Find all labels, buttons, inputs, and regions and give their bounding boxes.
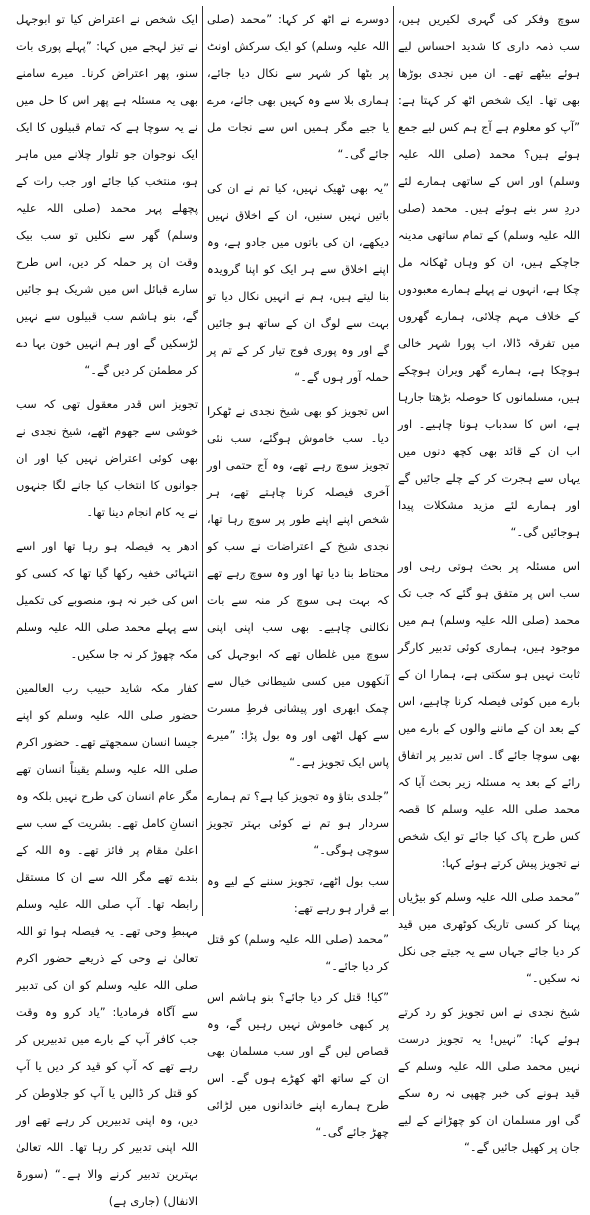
paragraph: دوسرے نے اٹھ کر کہا: ”محمد (صلی اللہ علیہ وسلم) کو ایک سرکش اونٹ پر بٹھا کر شہر سے نکال دیا جائے، ہماری بلا سے وہ کہیں بھی جائے، مرے یا جیے مگر ہمیں اس سے نجات مل جائے گی۔“ xyxy=(207,12,389,161)
paragraph: ”محمد صلی اللہ علیہ وسلم کو بیڑیاں پہنا کر کسی تاریک کوٹھری میں قید کر دیا جائے جہاں سے یہ جیتے جی نکل نہ سکیں۔“ xyxy=(398,890,580,985)
column-left xyxy=(12,6,202,1208)
paragraph: شیخ نجدی نے اس تجویز کو رد کرتے ہوئے کہا: ”نہیں! یہ تجویز درست نہیں محمد صلی اللہ علیہ وسلم کے قید ہونے کی خبر چھپی نہ رہ سکے گی اور مسلمان ان کو چھڑانے کے لیے جان پر کھیل جائیں گے۔“ xyxy=(398,1005,580,1154)
paragraph: ”کیا! قتل کر دیا جائے؟ بنو ہاشم اس پر کبھی خاموش نہیں رہیں گے، وہ قصاص لیں گے اور سب مسلمان بھی ان کے ساتھ اٹھ کھڑے ہوں گے۔ اس طرح ہمارے اپنے خاندانوں میں لڑائی چھڑ جائے گی۔“ xyxy=(207,990,389,1139)
paragraph: سب بول اٹھے، تجویز سننے کے لیے وہ بے قرار ہو رہے تھے: xyxy=(207,874,389,915)
paragraph: ”محمد (صلی اللہ علیہ وسلم) کو قتل کر دیا جائے۔“ xyxy=(207,932,389,973)
paragraph: سوچ وفکر کی گہری لکیریں ہیں، سب ذمہ داری کا شدید احساس لیے ہوئے بیٹھے تھے۔ ان میں نجدی بوڑھا بھی تھا۔ ایک شخص اٹھ کر کہتا ہے: ”آپ کو معلوم ہے آج ہم کس لیے جمع ہوئے ہیں؟ محمد (صلی اللہ علیہ وسلم) اور اس کے ساتھی ہمارے لئے دردِ سر بنے ہوئے ہیں۔ محمد (صلی اللہ علیہ وسلم) کے تمام ساتھی مدینہ جاچکے ہیں، ان کو وہاں ٹھکانہ مل چکا ہے، انہوں نے پہلے ہمارے معبودوں کے خلاف مہم چلائی، ہمارے گھروں میں تفرقہ ڈالا، اب پورا شہر خالی ہوچکا ہے، ہمارے گھر ویران ہوچکے ہیں، مسلمانوں کا حوصلہ بڑھتا جارہا ہے، اس کا سدباب ہونا چاہیے۔ اور اب ان کے قائد بھی کچھ دنوں میں یہاں سے ہجرت کر کے چلے جائیں گے اور ہمارے لئے مزید مشکلات پیدا ہوجائیں گی۔“ xyxy=(398,12,580,539)
paragraph: ”یہ بھی ٹھیک نہیں، کیا تم نے ان کی باتیں نہیں سنیں، ان کے اخلاق نہیں دیکھے، ان کی باتوں میں جادو ہے، وہ اپنے اخلاق سے ہر ایک کو اپنا گرویدہ بنا لیتے ہیں، ہم نے انہیں نکال دیا تو بہت سے لوگ ان کے ساتھ ہو جائیں گے اور وہ پوری فوج تیار کر کے تم پر حملہ آور ہوں گے۔“ xyxy=(207,181,389,384)
paragraph: اس مسئلہ پر بحث ہوتی رہی اور سب اس پر متفق ہو گئے کہ جب تک محمد (صلی اللہ علیہ وسلم) ہم میں موجود ہیں، ہماری کوئی تدبیر کارگر ثابت نہیں ہو سکتی ہے، ہمارا ان کے بارے میں کوئی فیصلہ کرنا چاہیے، اس کے بعد ان کے ماننے والوں کے بارے میں بھی سوچا جائے گا۔ اس تدبیر پر اتفاق رائے کے بعد یہ مسئلہ زیر بحث آیا کہ محمد صلی اللہ علیہ وسلم کا قصہ کس طرح پاک کیا جائے تو ایک شخص نے تجویز پیش کرتے ہوئے کہا: xyxy=(398,559,580,870)
paragraph: کفار مکہ شاید حبیب رب العالمین حضور صلی اللہ علیہ وسلم کو اپنے جیسا انسان سمجھتے تھے۔ حضور اکرم صلی اللہ علیہ وسلم یقیناً انسان تھے مگر عام انسان کی طرح نہیں بلکہ وہ انسانِ کامل تھے۔ بشریت کے سب سے اعلیٰ مقام پر فائز تھے۔ وہ اللہ کے بندے تھے مگر اللہ سے ان کا مستقل رابطہ تھا۔ آپ صلی اللہ علیہ وسلم مہبطِ وحی تھے۔ یہ فیصلہ ہوا تو اللہ تعالیٰ نے وحی کے ذریعے حضور اکرم صلی اللہ علیہ وسلم کو ان کی تدبیر سے آگاہ فرمادیا: ”یاد کرو وہ وقت جب کافر آپ کے بارے میں تدبیریں کر رہے تھے کہ آپ کو قید کر دیں یا آپ کو قتل کر ڈالیں یا آپ کو جلاوطن کر دیں، وہ اپنی تدبیریں کر رہے تھے اور اللہ اپنی تدبیر کر رہا تھا۔ اللہ تعالیٰ بہترین تدبیر کرنے والا ہے۔“ (سورۃ الانفال) (جاری ہے) xyxy=(16,681,198,1208)
column-right xyxy=(394,6,584,1154)
column-middle xyxy=(203,6,393,1139)
paragraph: ادھر یہ فیصلہ ہو رہا تھا اور اسے انتہائی خفیہ رکھا گیا تھا کہ کسی کو اس کی خبر نہ ہو، منصوبے کی تکمیل سے پہلے محمد صلی اللہ علیہ وسلم مکہ چھوڑ کر نہ جا سکیں۔ xyxy=(16,539,198,661)
article-columns xyxy=(6,6,584,1208)
paragraph: ”جلدی بتاؤ وہ تجویز کیا ہے؟ تم ہمارے سردار ہو تم نے کوئی بہتر تجویز سوچی ہوگی۔“ xyxy=(207,789,389,857)
paragraph: ایک شخص نے اعتراض کیا تو ابوجہل نے تیز لہجے میں کہا: ”پہلے پوری بات سنو، پھر اعتراض کرنا۔ میرے سامنے بھی یہ مسئلہ ہے پھر اس کا حل میں نے یہ سوچا ہے کہ تمام قبیلوں کا ایک ایک نوجوان جو تلوار چلانے میں ماہر ہو، منتخب کیا جائے اور جب رات کے پچھلے پہر محمد (صلی اللہ علیہ وسلم) گھر سے نکلیں تو سب بیک وقت ان پر حملہ کر دیں، اس طرح سارے قبائل اس میں شریک ہو جائیں گے، بنو ہاشم سب قبیلوں سے نہیں لڑسکیں گے اور ہم انہیں خون بہا دے کر مطمئن کر دیں گے۔“ xyxy=(16,12,198,377)
column-divider xyxy=(393,6,394,916)
column-divider xyxy=(202,6,203,916)
paragraph: تجویز اس قدر معقول تھی کہ سب خوشی سے جھوم اٹھے، شیخ نجدی نے بھی کوئی اعتراض نہیں کیا اور ان جوانوں کا انتخاب کیا جانے لگا جنہوں نے یہ کام انجام دینا تھا۔ xyxy=(16,397,198,519)
paragraph: اس تجویز کو بھی شیخ نجدی نے ٹھکرا دیا۔ سب خاموش ہوگئے، سب نئی تجویز سوچ رہے تھے، وہ آج حتمی اور آخری فیصلہ کرنا چاہتے تھے، ہر شخص اپنے اپنے طور پر سوچ رہا تھا، نجدی شیخ کے اعتراضات نے سب کو محتاط بنا دیا تھا اور وہ سوچ رہے تھے کہ بہت ہی سوچ کر منہ سے بات نکالنی چاہیے۔ بھی سب اپنی اپنی سوچ میں غلطاں تھے کہ ابوجہل کی آنکھوں میں کسی شیطانی خیال سے چمک ابھری اور پیشانی فرطِ مسرت سے کھل اٹھی اور وہ بول پڑا: ”میرے پاس ایک تجویز ہے۔“ xyxy=(207,404,389,769)
